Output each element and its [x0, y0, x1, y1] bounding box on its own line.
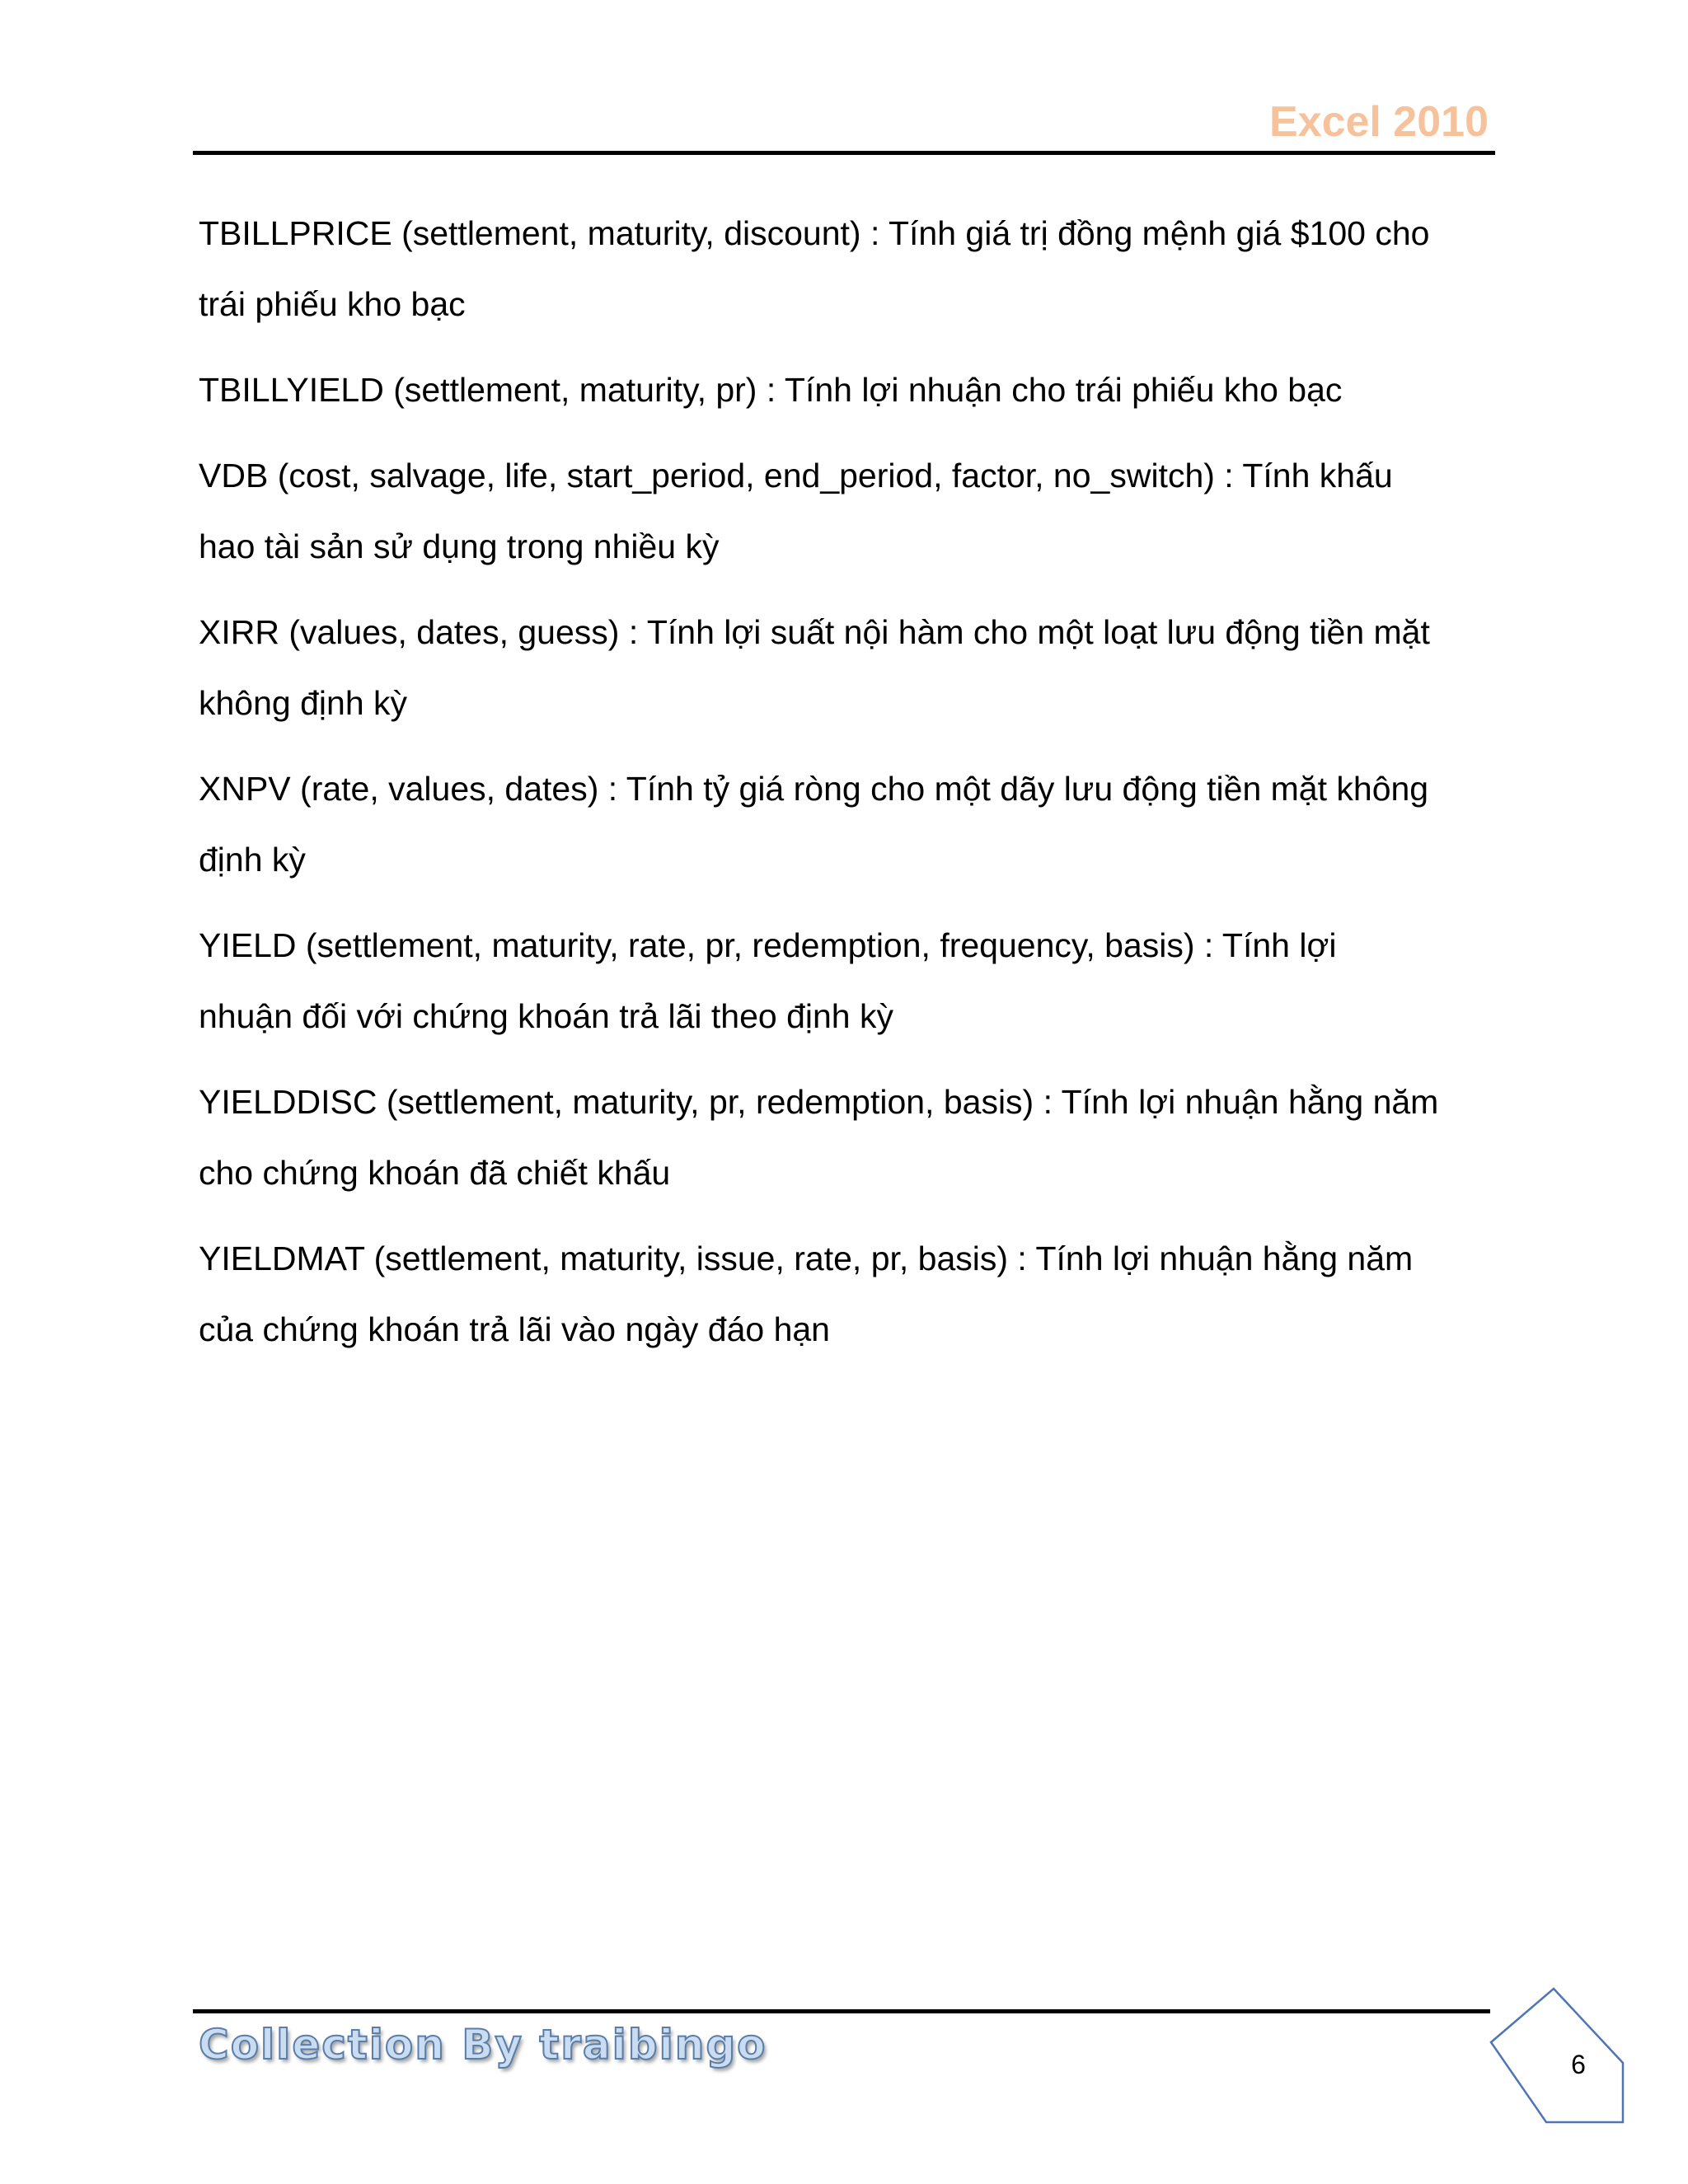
entry-line: YIELD (settlement, maturity, rate, pr, redemption, frequency, basis) : Tính lợi: [199, 926, 1337, 964]
entry-line: trái phiếu kho bạc: [199, 285, 466, 323]
header-rule: [193, 151, 1495, 155]
function-entry-tbillprice: [199, 198, 1501, 340]
entry-line: YIELDMAT (settlement, maturity, issue, rate, pr, basis) : Tính lợi nhuận hằng năm: [199, 1240, 1414, 1277]
function-entry-yielddisc: [199, 1066, 1501, 1208]
entry-line: cho chứng khoán đã chiết khấu: [199, 1154, 671, 1192]
function-entry-yield: [199, 910, 1501, 1052]
function-entry-xirr: [199, 597, 1501, 738]
function-entry-tbillyield: [199, 354, 1501, 425]
function-entry-xnpv: [199, 753, 1501, 895]
function-entry-yieldmat: [199, 1223, 1501, 1365]
page-number: 6: [1571, 2050, 1586, 2079]
entry-line: XIRR (values, dates, guess) : Tính lợi suất nội hàm cho một loạt lưu động tiền mặt: [199, 613, 1430, 651]
entry-line: TBILLYIELD (settlement, maturity, pr) : Tính lợi nhuận cho trái phiếu kho bạc: [199, 371, 1343, 409]
entry-line: XNPV (rate, values, dates) : Tính tỷ giá ròng cho một dãy lưu động tiền mặt không: [199, 770, 1429, 808]
document-body: [199, 198, 1501, 1380]
entry-line: của chứng khoán trả lãi vào ngày đáo hạn: [199, 1310, 830, 1348]
entry-line: TBILLPRICE (settlement, maturity, discount) : Tính giá trị đồng mệnh giá $100 cho: [199, 214, 1430, 252]
entry-line: YIELDDISC (settlement, maturity, pr, redemption, basis) : Tính lợi nhuận hằng năm: [199, 1083, 1439, 1121]
entry-line: VDB (cost, salvage, life, start_period, end_period, factor, no_switch) : Tính khấu: [199, 457, 1393, 494]
entry-line: nhuận đối với chứng khoán trả lãi theo định kỳ: [199, 997, 893, 1035]
footer-rule: [193, 2009, 1490, 2013]
entry-line: định kỳ: [199, 841, 306, 879]
footer-credit: Collection By traibingo: [199, 2021, 767, 2069]
header-title: Excel 2010: [1268, 98, 1489, 146]
function-entry-vdb: [199, 440, 1501, 582]
entry-line: không định kỳ: [199, 684, 408, 722]
entry-line: hao tài sản sử dụng trong nhiều kỳ: [199, 527, 720, 565]
